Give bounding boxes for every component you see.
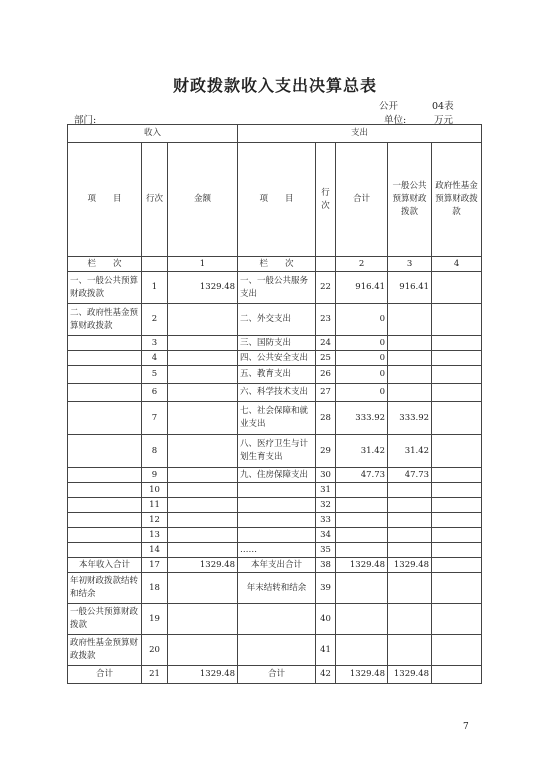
expense-general-budget xyxy=(388,304,432,336)
expense-general-budget: 47.73 xyxy=(388,468,432,483)
expense-total: 0 xyxy=(336,304,388,336)
page-number: 7 xyxy=(463,722,469,732)
expense-gov-fund xyxy=(432,351,482,366)
expense-item xyxy=(238,604,316,635)
report-title: 财政拨款收入支出决算总表 xyxy=(172,76,377,95)
expense-general-budget xyxy=(388,635,432,666)
department-label: 部门: xyxy=(74,115,97,126)
general-budget-header: 一般公共预算财政拨款 xyxy=(388,143,432,257)
unit-label: 单位: xyxy=(384,115,407,126)
income-amount xyxy=(168,573,238,604)
expense-item: 七、社会保障和就业支出 xyxy=(238,402,316,435)
expense-row-no: 23 xyxy=(316,304,336,336)
income-row-no: 20 xyxy=(142,635,168,666)
expense-total: 1329.48 xyxy=(336,558,388,573)
expense-header: 支出 xyxy=(238,125,482,143)
col-number-label: 栏 次 xyxy=(68,257,142,272)
expense-item: …… xyxy=(238,543,316,558)
table-row xyxy=(68,558,482,573)
income-amount xyxy=(168,384,238,402)
expense-gov-fund xyxy=(432,435,482,468)
expense-row-no: 33 xyxy=(316,513,336,528)
expense-row-no: 29 xyxy=(316,435,336,468)
expense-total xyxy=(336,498,388,513)
table-row xyxy=(68,513,482,528)
income-item: 本年收入合计 xyxy=(68,558,142,573)
table-row xyxy=(68,272,482,304)
expense-gov-fund xyxy=(432,384,482,402)
expense-total: 1329.48 xyxy=(336,666,388,684)
income-row-no: 10 xyxy=(142,483,168,498)
income-row-no: 4 xyxy=(142,351,168,366)
expense-item: 九、住房保障支出 xyxy=(238,468,316,483)
income-row-no: 6 xyxy=(142,384,168,402)
expense-gov-fund xyxy=(432,604,482,635)
expense-row-no: 38 xyxy=(316,558,336,573)
expense-item: 五、教育支出 xyxy=(238,366,316,384)
income-item xyxy=(68,402,142,435)
expense-general-budget xyxy=(388,543,432,558)
expense-total xyxy=(336,528,388,543)
expense-item-header: 项 目 xyxy=(238,143,316,257)
col-number-exp-label: 栏 次 xyxy=(238,257,316,272)
expense-item: 二、外交支出 xyxy=(238,304,316,336)
expense-general-budget xyxy=(388,384,432,402)
income-item-header: 项 目 xyxy=(68,143,142,257)
income-item: 政府性基金预算财政拨款 xyxy=(68,635,142,666)
expense-total xyxy=(336,573,388,604)
income-header: 收入 xyxy=(68,125,238,143)
unit-value: 万元 xyxy=(434,115,454,126)
expense-total-header: 合计 xyxy=(336,143,388,257)
expense-general-budget xyxy=(388,513,432,528)
expense-item xyxy=(238,513,316,528)
income-item: 一、一般公共预算财政拨款 xyxy=(68,272,142,304)
expense-row-no: 24 xyxy=(316,336,336,351)
col-number-fund: 4 xyxy=(432,257,482,272)
income-row-no: 21 xyxy=(142,666,168,684)
gov-fund-header: 政府性基金预算财政拨款 xyxy=(432,143,482,257)
table-row xyxy=(68,528,482,543)
expense-general-budget: 31.42 xyxy=(388,435,432,468)
expense-item xyxy=(238,498,316,513)
expense-gov-fund xyxy=(432,513,482,528)
income-row-no: 2 xyxy=(142,304,168,336)
expense-gov-fund xyxy=(432,336,482,351)
table-row xyxy=(68,468,482,483)
table-row xyxy=(68,498,482,513)
expense-gov-fund xyxy=(432,272,482,304)
expense-general-budget xyxy=(388,483,432,498)
income-amount xyxy=(168,635,238,666)
expense-general-budget: 1329.48 xyxy=(388,666,432,684)
expense-general-budget: 916.41 xyxy=(388,272,432,304)
table-row xyxy=(68,543,482,558)
income-row-no: 18 xyxy=(142,573,168,604)
income-row-no: 12 xyxy=(142,513,168,528)
expense-row-no: 35 xyxy=(316,543,336,558)
budget-table xyxy=(67,124,482,684)
income-item: 一般公共预算财政拨款 xyxy=(68,604,142,635)
expense-gov-fund xyxy=(432,402,482,435)
col-number-general: 3 xyxy=(388,257,432,272)
disclosure-label: 公开 xyxy=(379,101,399,112)
expense-row-no: 40 xyxy=(316,604,336,635)
table-row xyxy=(68,366,482,384)
income-rowno-header: 行次 xyxy=(142,143,168,257)
income-amount: 1329.48 xyxy=(168,666,238,684)
table-row xyxy=(68,304,482,336)
income-row-no: 3 xyxy=(142,336,168,351)
expense-total xyxy=(336,635,388,666)
expense-item: 年末结转和结余 xyxy=(238,573,316,604)
table-row xyxy=(68,402,482,435)
expense-item: 六、科学技术支出 xyxy=(238,384,316,402)
income-item xyxy=(68,351,142,366)
income-amount xyxy=(168,528,238,543)
expense-gov-fund xyxy=(432,635,482,666)
expense-row-no: 22 xyxy=(316,272,336,304)
table-code: 04表 xyxy=(432,101,454,112)
income-item: 二、政府性基金预算财政拨款 xyxy=(68,304,142,336)
income-amount xyxy=(168,483,238,498)
expense-total: 0 xyxy=(336,336,388,351)
income-item xyxy=(68,366,142,384)
expense-row-no: 32 xyxy=(316,498,336,513)
expense-item: 一、一般公共服务支出 xyxy=(238,272,316,304)
income-amount xyxy=(168,435,238,468)
expense-item: 本年支出合计 xyxy=(238,558,316,573)
expense-general-budget: 333.92 xyxy=(388,402,432,435)
income-item xyxy=(68,528,142,543)
expense-row-no: 25 xyxy=(316,351,336,366)
expense-gov-fund xyxy=(432,304,482,336)
income-item: 合计 xyxy=(68,666,142,684)
expense-gov-fund xyxy=(432,366,482,384)
expense-total xyxy=(336,513,388,528)
income-amount: 1329.48 xyxy=(168,272,238,304)
expense-total: 0 xyxy=(336,366,388,384)
expense-general-budget xyxy=(388,528,432,543)
expense-general-budget xyxy=(388,604,432,635)
expense-gov-fund xyxy=(432,573,482,604)
income-amount xyxy=(168,402,238,435)
expense-row-no: 28 xyxy=(316,402,336,435)
expense-row-no: 41 xyxy=(316,635,336,666)
expense-total xyxy=(336,483,388,498)
expense-row-no: 30 xyxy=(316,468,336,483)
expense-row-no: 26 xyxy=(316,366,336,384)
expense-item: 合计 xyxy=(238,666,316,684)
expense-total: 333.92 xyxy=(336,402,388,435)
income-item xyxy=(68,543,142,558)
income-item xyxy=(68,498,142,513)
table-row xyxy=(68,483,482,498)
income-row-no: 19 xyxy=(142,604,168,635)
income-amount-header: 金额 xyxy=(168,143,238,257)
income-item: 年初财政拨款结转和结余 xyxy=(68,573,142,604)
income-amount xyxy=(168,366,238,384)
expense-total xyxy=(336,604,388,635)
income-row-no: 8 xyxy=(142,435,168,468)
income-row-no: 1 xyxy=(142,272,168,304)
expense-total: 0 xyxy=(336,351,388,366)
income-item xyxy=(68,468,142,483)
expense-gov-fund xyxy=(432,483,482,498)
income-amount xyxy=(168,336,238,351)
expense-gov-fund xyxy=(432,558,482,573)
expense-item: 八、医疗卫生与计划生育支出 xyxy=(238,435,316,468)
expense-total: 47.73 xyxy=(336,468,388,483)
expense-gov-fund xyxy=(432,498,482,513)
income-row-no: 5 xyxy=(142,366,168,384)
expense-item xyxy=(238,528,316,543)
income-item xyxy=(68,483,142,498)
expense-row-no: 42 xyxy=(316,666,336,684)
expense-total: 0 xyxy=(336,384,388,402)
expense-item xyxy=(238,483,316,498)
expense-row-no: 34 xyxy=(316,528,336,543)
income-amount xyxy=(168,468,238,483)
expense-row-no: 39 xyxy=(316,573,336,604)
income-row-no: 11 xyxy=(142,498,168,513)
table-row xyxy=(68,666,482,684)
expense-total: 916.41 xyxy=(336,272,388,304)
expense-total: 31.42 xyxy=(336,435,388,468)
table-row xyxy=(68,351,482,366)
income-row-no: 14 xyxy=(142,543,168,558)
income-amount xyxy=(168,351,238,366)
expense-general-budget xyxy=(388,573,432,604)
income-row-no: 7 xyxy=(142,402,168,435)
expense-general-budget xyxy=(388,366,432,384)
income-row-no: 17 xyxy=(142,558,168,573)
table-row xyxy=(68,604,482,635)
table-row xyxy=(68,435,482,468)
income-amount xyxy=(168,543,238,558)
income-amount xyxy=(168,513,238,528)
expense-rowno-header: 行次 xyxy=(316,143,336,257)
table-row xyxy=(68,336,482,351)
expense-general-budget: 1329.48 xyxy=(388,558,432,573)
expense-row-no: 31 xyxy=(316,483,336,498)
expense-gov-fund xyxy=(432,666,482,684)
expense-gov-fund xyxy=(432,528,482,543)
table-row xyxy=(68,635,482,666)
expense-item: 三、国防支出 xyxy=(238,336,316,351)
income-item xyxy=(68,384,142,402)
income-row-no: 9 xyxy=(142,468,168,483)
income-row-no: 13 xyxy=(142,528,168,543)
expense-item xyxy=(238,635,316,666)
income-amount: 1329.48 xyxy=(168,558,238,573)
income-amount xyxy=(168,604,238,635)
income-item xyxy=(68,435,142,468)
expense-general-budget xyxy=(388,336,432,351)
income-amount xyxy=(168,304,238,336)
expense-total xyxy=(336,543,388,558)
expense-item: 四、公共安全支出 xyxy=(238,351,316,366)
income-item xyxy=(68,513,142,528)
income-amount xyxy=(168,498,238,513)
table-row xyxy=(68,573,482,604)
col-number-amount: 1 xyxy=(168,257,238,272)
table-row xyxy=(68,384,482,402)
expense-general-budget xyxy=(388,498,432,513)
expense-general-budget xyxy=(388,351,432,366)
expense-gov-fund xyxy=(432,468,482,483)
expense-row-no: 27 xyxy=(316,384,336,402)
income-item xyxy=(68,336,142,351)
col-number-total: 2 xyxy=(336,257,388,272)
expense-gov-fund xyxy=(432,543,482,558)
